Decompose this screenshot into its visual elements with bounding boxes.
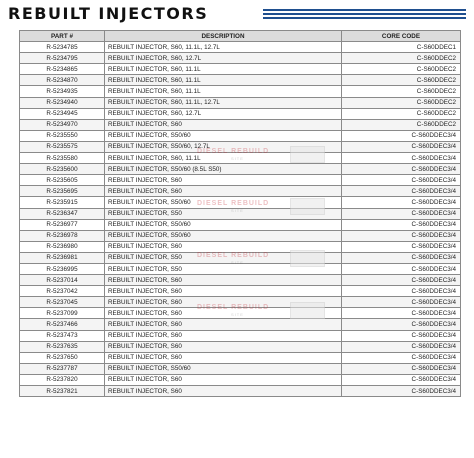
cell-core-code: C-S60DDEC2 bbox=[342, 75, 461, 86]
cell-description: REBUILT INJECTOR, S50 bbox=[105, 208, 342, 219]
cell-description: REBUILT INJECTOR, S60, 11.1L, 12.7L bbox=[105, 42, 342, 53]
watermark-brand: DIESEL REBUILD bbox=[197, 304, 270, 311]
cell-core-code: C-S60DDEC3/4 bbox=[342, 374, 461, 385]
title-bar bbox=[8, 4, 466, 24]
cell-part-number: R-5236995 bbox=[20, 263, 105, 274]
cell-core-code: C-S60DDEC2 bbox=[342, 86, 461, 97]
header-description: DESCRIPTION bbox=[105, 31, 342, 42]
cell-description: REBUILT INJECTOR, S60, 11.1L, 12.7L bbox=[105, 97, 342, 108]
cell-part-number: R-5234940 bbox=[20, 97, 105, 108]
table-row bbox=[20, 286, 461, 297]
table-row bbox=[20, 175, 461, 186]
cell-description: REBUILT INJECTOR, S50/60, 12.7L bbox=[105, 141, 342, 152]
watermark-tile bbox=[290, 302, 325, 319]
watermark-brand: DIESEL REBUILD bbox=[197, 148, 270, 155]
cell-part-number: R-5237466 bbox=[20, 319, 105, 330]
cell-description: REBUILT INJECTOR, S60 bbox=[105, 341, 342, 352]
cell-core-code: C-S60DDEC3/4 bbox=[342, 297, 461, 308]
cell-part-number: R-5237635 bbox=[20, 341, 105, 352]
cell-description: REBUILT INJECTOR, S60 bbox=[105, 119, 342, 130]
cell-description: REBUILT INJECTOR, S60, 11.1L bbox=[105, 75, 342, 86]
watermark-logo bbox=[185, 142, 273, 162]
cell-core-code: C-S60DDEC3/4 bbox=[342, 319, 461, 330]
watermark-sub: SITE bbox=[231, 260, 244, 265]
cell-description: REBUILT INJECTOR, S50/60 bbox=[105, 197, 342, 208]
cell-part-number: R-5234870 bbox=[20, 75, 105, 86]
header-core-code: CORE CODE bbox=[342, 31, 461, 42]
table-row bbox=[20, 341, 461, 352]
cell-part-number: R-5234785 bbox=[20, 42, 105, 53]
cell-core-code: C-S60DDEC3/4 bbox=[342, 175, 461, 186]
cell-part-number: R-5235605 bbox=[20, 175, 105, 186]
cell-part-number: R-5235575 bbox=[20, 141, 105, 152]
table-row bbox=[20, 97, 461, 108]
table-row bbox=[20, 164, 461, 175]
table-row bbox=[20, 386, 461, 397]
cell-part-number: R-5234945 bbox=[20, 108, 105, 119]
cell-description: REBUILT INJECTOR, S60 bbox=[105, 352, 342, 363]
watermark-tile bbox=[290, 250, 325, 267]
cell-part-number: R-5234970 bbox=[20, 119, 105, 130]
table-row bbox=[20, 42, 461, 53]
cell-part-number: R-5235695 bbox=[20, 186, 105, 197]
cell-core-code: C-S60DDEC3/4 bbox=[342, 219, 461, 230]
table-row bbox=[20, 230, 461, 241]
table-row bbox=[20, 374, 461, 385]
cell-part-number: R-5234865 bbox=[20, 64, 105, 75]
cell-description: REBUILT INJECTOR, S60 bbox=[105, 308, 342, 319]
cell-part-number: R-5237045 bbox=[20, 297, 105, 308]
page-title: REBUILT INJECTORS bbox=[8, 4, 209, 23]
cell-core-code: C-S60DDEC3/4 bbox=[342, 197, 461, 208]
cell-part-number: R-5235580 bbox=[20, 153, 105, 164]
title-stripe bbox=[263, 13, 466, 15]
cell-description: REBUILT INJECTOR, S60 bbox=[105, 186, 342, 197]
watermark-tile bbox=[290, 198, 325, 215]
cell-core-code: C-S60DDEC2 bbox=[342, 108, 461, 119]
watermark-tile bbox=[290, 146, 325, 163]
cell-description: REBUILT INJECTOR, S60 bbox=[105, 374, 342, 385]
cell-core-code: C-S60DDEC3/4 bbox=[342, 164, 461, 175]
table-row bbox=[20, 108, 461, 119]
cell-description: REBUILT INJECTOR, S60, 11.1L bbox=[105, 153, 342, 164]
table-row bbox=[20, 130, 461, 141]
cell-core-code: C-S60DDEC3/4 bbox=[342, 208, 461, 219]
cell-description: REBUILT INJECTOR, S60, 11.1L bbox=[105, 64, 342, 75]
cell-part-number: R-5234795 bbox=[20, 53, 105, 64]
cell-core-code: C-S60DDEC3/4 bbox=[342, 153, 461, 164]
cell-part-number: R-5237014 bbox=[20, 275, 105, 286]
cell-description: REBUILT INJECTOR, S50/60 bbox=[105, 219, 342, 230]
cell-part-number: R-5235600 bbox=[20, 164, 105, 175]
cell-part-number: R-5236978 bbox=[20, 230, 105, 241]
cell-core-code: C-S60DDEC2 bbox=[342, 119, 461, 130]
cell-description: REBUILT INJECTOR, S60, 12.7L bbox=[105, 108, 342, 119]
cell-part-number: R-5235550 bbox=[20, 130, 105, 141]
cell-part-number: R-5237099 bbox=[20, 308, 105, 319]
cell-core-code: C-S60DDEC3/4 bbox=[342, 352, 461, 363]
cell-part-number: R-5237042 bbox=[20, 286, 105, 297]
cell-part-number: R-5236980 bbox=[20, 241, 105, 252]
table-row bbox=[20, 352, 461, 363]
watermark-sub: SITE bbox=[231, 208, 244, 213]
cell-core-code: C-S60DDEC3/4 bbox=[342, 386, 461, 397]
cell-part-number: R-5236981 bbox=[20, 252, 105, 263]
cell-description: REBUILT INJECTOR, S60 bbox=[105, 386, 342, 397]
cell-part-number: R-5237650 bbox=[20, 352, 105, 363]
cell-core-code: C-S60DDEC3/4 bbox=[342, 286, 461, 297]
cell-description: REBUILT INJECTOR, S60 bbox=[105, 319, 342, 330]
cell-description: REBUILT INJECTOR, S60 bbox=[105, 330, 342, 341]
cell-description: REBUILT INJECTOR, S50 bbox=[105, 263, 342, 274]
cell-core-code: C-S60DDEC3/4 bbox=[342, 252, 461, 263]
watermark-logo bbox=[185, 194, 273, 214]
table-row bbox=[20, 53, 461, 64]
watermark-brand: DIESEL REBUILD bbox=[197, 252, 270, 259]
table-row bbox=[20, 86, 461, 97]
cell-part-number: R-5235915 bbox=[20, 197, 105, 208]
cell-description: REBUILT INJECTOR, S60, 12.7L bbox=[105, 53, 342, 64]
cell-core-code: C-S60DDEC3/4 bbox=[342, 141, 461, 152]
watermark-brand: DIESEL REBUILD bbox=[197, 200, 270, 207]
cell-core-code: C-S60DDEC3/4 bbox=[342, 130, 461, 141]
table-row bbox=[20, 75, 461, 86]
cell-core-code: C-S60DDEC2 bbox=[342, 53, 461, 64]
cell-core-code: C-S60DDEC2 bbox=[342, 64, 461, 75]
cell-description: REBUILT INJECTOR, S50/60 bbox=[105, 230, 342, 241]
table-row bbox=[20, 363, 461, 374]
cell-description: REBUILT INJECTOR, S60 bbox=[105, 275, 342, 286]
cell-core-code: C-S60DDEC1 bbox=[342, 42, 461, 53]
watermark-sub: SITE bbox=[231, 312, 244, 317]
cell-description: REBUILT INJECTOR, S50/60 (8.5L S50) bbox=[105, 164, 342, 175]
table-header-row bbox=[20, 31, 461, 42]
table-row bbox=[20, 330, 461, 341]
cell-part-number: R-5234935 bbox=[20, 86, 105, 97]
watermark-logo bbox=[185, 298, 273, 318]
cell-core-code: C-S60DDEC3/4 bbox=[342, 363, 461, 374]
cell-core-code: C-S60DDEC3/4 bbox=[342, 275, 461, 286]
cell-core-code: C-S60DDEC2 bbox=[342, 97, 461, 108]
cell-description: REBUILT INJECTOR, S60, 11.1L bbox=[105, 86, 342, 97]
cell-core-code: C-S60DDEC3/4 bbox=[342, 186, 461, 197]
cell-part-number: R-5237473 bbox=[20, 330, 105, 341]
cell-description: REBUILT INJECTOR, S50 bbox=[105, 252, 342, 263]
cell-part-number: R-5236347 bbox=[20, 208, 105, 219]
table-row bbox=[20, 319, 461, 330]
table-row bbox=[20, 219, 461, 230]
title-stripe bbox=[263, 17, 466, 19]
cell-description: REBUILT INJECTOR, S60 bbox=[105, 241, 342, 252]
table-body bbox=[20, 42, 461, 397]
cell-core-code: C-S60DDEC3/4 bbox=[342, 341, 461, 352]
title-stripe bbox=[263, 9, 466, 11]
cell-description: REBUILT INJECTOR, S60 bbox=[105, 297, 342, 308]
cell-core-code: C-S60DDEC3/4 bbox=[342, 308, 461, 319]
table-row bbox=[20, 64, 461, 75]
title-stripes bbox=[263, 9, 466, 21]
cell-core-code: C-S60DDEC3/4 bbox=[342, 330, 461, 341]
cell-description: REBUILT INJECTOR, S50/60 bbox=[105, 363, 342, 374]
cell-part-number: R-5236977 bbox=[20, 219, 105, 230]
cell-part-number: R-5237820 bbox=[20, 374, 105, 385]
watermark-sub: SITE bbox=[231, 156, 244, 161]
cell-core-code: C-S60DDEC3/4 bbox=[342, 263, 461, 274]
cell-description: REBUILT INJECTOR, S60 bbox=[105, 286, 342, 297]
cell-core-code: C-S60DDEC3/4 bbox=[342, 230, 461, 241]
cell-core-code: C-S60DDEC3/4 bbox=[342, 241, 461, 252]
table-row bbox=[20, 275, 461, 286]
cell-description: REBUILT INJECTOR, S50/60 bbox=[105, 130, 342, 141]
cell-part-number: R-5237821 bbox=[20, 386, 105, 397]
cell-description: REBUILT INJECTOR, S60 bbox=[105, 175, 342, 186]
table-row bbox=[20, 119, 461, 130]
header-part: PART # bbox=[20, 31, 105, 42]
watermark-logo bbox=[185, 246, 273, 266]
cell-part-number: R-5237787 bbox=[20, 363, 105, 374]
